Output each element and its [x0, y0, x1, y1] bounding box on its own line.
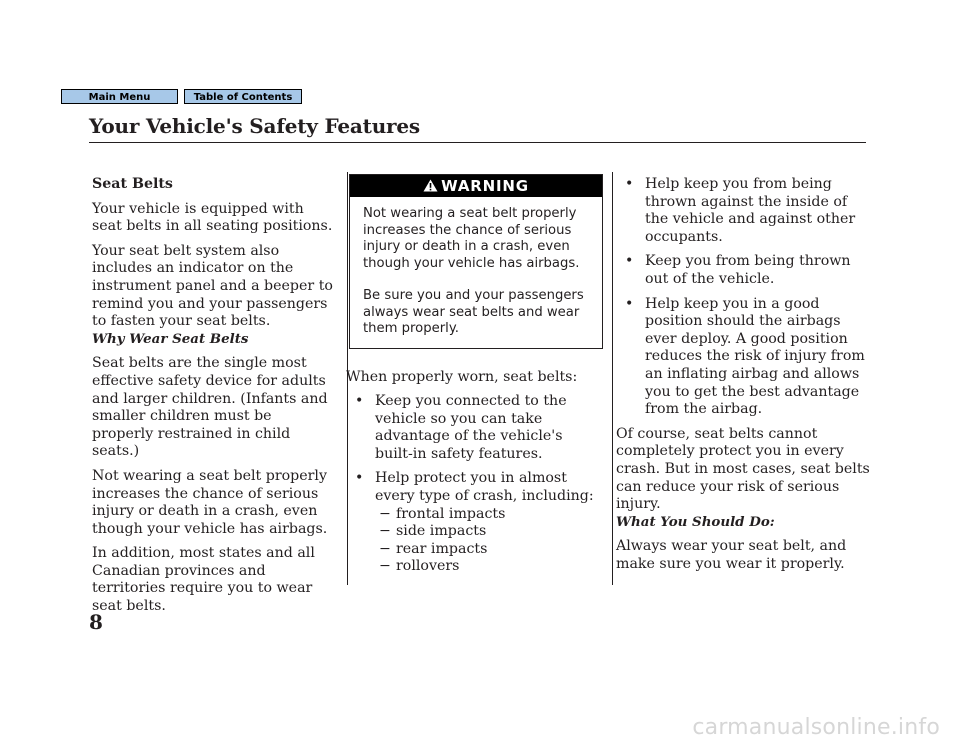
- column-1: [92, 176, 337, 623]
- page-number: 8: [89, 610, 103, 634]
- list-item-text: Help protect you in almost every type of crash, including:: [375, 470, 594, 505]
- table-of-contents-button[interactable]: Table of Contents: [184, 89, 302, 104]
- list-item: − rear impacts: [375, 541, 604, 559]
- list-item: • Keep you from being thrown out of the vehicle.: [616, 253, 871, 288]
- warning-body: [350, 197, 602, 348]
- main-menu-button[interactable]: Main Menu: [61, 89, 178, 104]
- paragraph: When properly worn, seat belts:: [346, 368, 578, 385]
- paragraph: Always wear your seat belt, and make sure you wear it properly.: [616, 538, 847, 572]
- warning-box: [349, 174, 603, 349]
- paragraph: Not wearing a seat belt properly increases the chance of serious injury or death in a crash, even though your vehicle has airbags.: [92, 467, 328, 537]
- column-2: [346, 174, 604, 576]
- crash-types-list: [375, 506, 604, 576]
- seat-belt-benefits-list: [346, 393, 604, 576]
- seat-belts-heading: Seat Belts: [92, 176, 173, 192]
- paragraph: Of course, seat belts cannot completely protect you in every crash. But in most cases, seat belts can reduce your risk of serious injury.: [616, 425, 870, 513]
- list-item: [346, 470, 604, 576]
- column-divider: [612, 172, 613, 585]
- list-item: − frontal impacts: [375, 506, 604, 524]
- why-wear-seat-belts-heading: Why Wear Seat Belts: [92, 330, 249, 347]
- list-item: • Keep you connected to the vehicle so you can take advantage of the vehicle's built-in safety features.: [346, 393, 604, 463]
- paragraph: Your vehicle is equipped with seat belts in all seating positions.: [92, 200, 333, 235]
- what-you-should-do-heading: What You Should Do:: [616, 513, 775, 530]
- list-item: − rollovers: [375, 558, 604, 576]
- header-rule: [89, 142, 866, 143]
- warning-label: WARNING: [441, 177, 529, 195]
- list-item: • Help keep you in a good position should the airbags ever deploy. A good position reduces the risk of injury from an inflating airbag and allows you to get the best advantage from the airbag.: [616, 296, 871, 419]
- warning-text: Not wearing a seat belt properly increases the chance of serious injury or death in a crash, even though your vehicle has airbags.: [363, 206, 580, 271]
- paragraph: Your seat belt system also includes an indicator on the instrument panel and a beeper to remind you and your passengers to fasten your seat belts.: [92, 242, 333, 330]
- paragraph: In addition, most states and all Canadian provinces and territories require you to wear seat belts.: [92, 545, 315, 615]
- section-title: Your Vehicle's Safety Features: [89, 114, 420, 138]
- warning-triangle-icon: [423, 179, 438, 192]
- warning-header: [350, 175, 602, 197]
- watermark: carmanualsonline.info: [692, 715, 940, 740]
- seat-belt-benefits-list-continued: [616, 176, 871, 419]
- paragraph: Seat belts are the single most effective safety device for adults and larger children. (Infants and smaller children must be properly restrained in child seats.): [92, 355, 328, 460]
- list-item: − side impacts: [375, 523, 604, 541]
- warning-text: Be sure you and your passengers always wear seat belts and wear them properly.: [363, 288, 584, 336]
- list-item: • Help keep you from being thrown against the inside of the vehicle and against other occupants.: [616, 176, 871, 246]
- column-3: [616, 176, 871, 580]
